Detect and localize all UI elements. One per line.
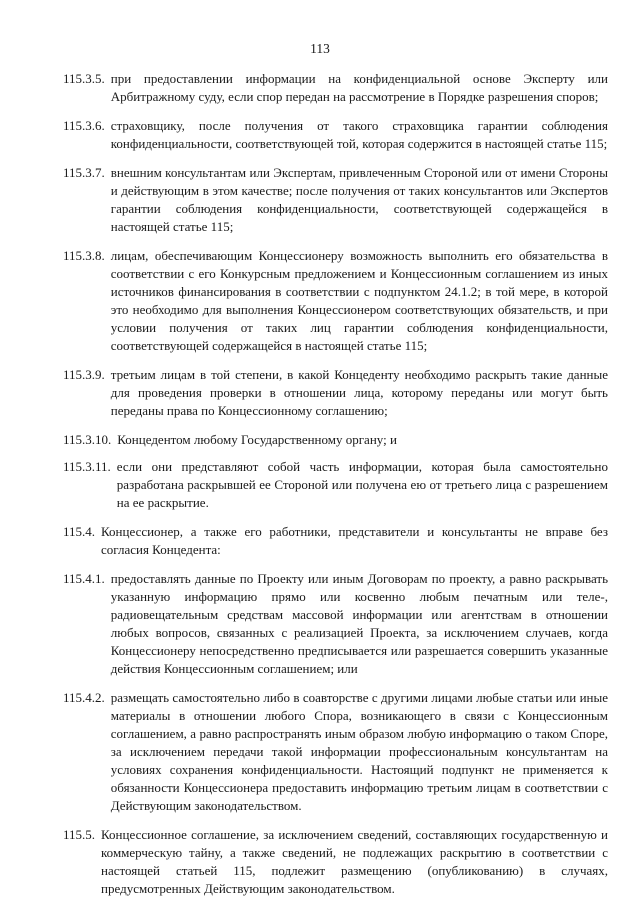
clause-number: 115.3.5. (63, 71, 105, 86)
clause-115-3-7 (63, 164, 608, 236)
clause-115-4 (63, 523, 608, 559)
clause-number: 115.3.6. (63, 118, 105, 133)
clause-number: 115.3.8. (63, 248, 105, 263)
clause-text: Концессионное соглашение, за исключением сведений, составляющих государственную и коммерческую тайну, а также сведений, не подлежащих раскрытию в соответствии с настоящей статьей 115, подлежит размещению (опубликованию) в случаях, предусмотренных Действующим законодательством. (101, 827, 608, 896)
clause-number: 115.3.10. (63, 432, 112, 447)
clause-115-3-6 (63, 117, 608, 153)
page-number: 113 (310, 41, 330, 56)
clause-115-3-9 (63, 366, 608, 420)
clause-number: 115.4. (63, 524, 96, 539)
clause-text: страховщику, после получения от такого страховщика гарантии соблюдения конфиденциальности, соответствующей той, которая содержится в настоящей статье 115; (110, 118, 608, 151)
clause-115-4-2 (63, 689, 608, 815)
clause-text: при предоставлении информации на конфиденциальной основе Эксперту или Арбитражному суду, если спор передан на рассмотрение в Порядке разрешения споров; (110, 71, 608, 104)
clause-115-3-10 (63, 431, 608, 449)
clause-text: Концессионер, а также его работники, представители и консультанты не вправе без согласия Концедента: (101, 524, 608, 557)
clause-115-3-5 (63, 70, 608, 106)
clause-list (63, 70, 608, 909)
clause-text: лицам, обеспечивающим Концессионеру возможность выполнить его обязательства в соответствии с его Конкурсным предложением и Концессионным соглашением из иных источников финансирования в соответствии с подпунктом 24.1.2; в той мере, в которой это необходимо для выполнения Концессионером соответствующих обязательств, и при условии получения от таких лиц гарантии соблюдения конфиденциальности, соответствующей содержащейся в настоящей статье 115; (110, 248, 608, 353)
clause-text: внешним консультантам или Экспертам, привлеченным Стороной или от имени Стороны и действующим в этом качестве; после получения от таких консультантов или Экспертов гарантии соблюдения конфиденциальности, соответствующей содержащейся в настоящей статье 115; (110, 165, 608, 234)
clause-number: 115.3.11. (63, 459, 111, 474)
clause-number: 115.4.2. (63, 690, 105, 705)
clause-number: 115.5. (63, 827, 96, 842)
clause-text: третьим лицам в той степени, в какой Концеденту необходимо раскрыть такие данные для проведения проверки в отношении лица, которому переданы или могут быть переданы права по Концессионному соглашению; (110, 367, 608, 418)
clause-text: размещать самостоятельно либо в соавторстве с другими лицами любые статьи или иные материалы в отношении любого Спора, возникающего в связи с Концессионным соглашением, а равно распространять иным образом любую информацию о таком Споре, за исключением передачи такой информации профессиональным консультантам на условиях сохранения конфиденциальности. Настоящий подпункт не применяется к обязанности Концессионера предоставить информацию третьим лицам в соответствии с Действующим законодательством. (110, 690, 608, 813)
clause-115-5 (63, 826, 608, 898)
clause-115-3-8 (63, 247, 608, 355)
clause-number: 115.3.7. (63, 165, 105, 180)
clause-number: 115.3.9. (63, 367, 105, 382)
clause-text: предоставлять данные по Проекту или иным Договорам по проекту, а равно раскрывать указанную информацию прямо или косвенно любым печатным или теле-, радиовещательным средствам массовой информации или агентствам в отношении любых вопросов, связанных с реализацией Проекта, за исключением случаев, когда Концессионеру непосредственно предписывается или разрешается совершить указанные действия Концессионным соглашением; или (110, 571, 608, 676)
clause-115-4-1 (63, 570, 608, 678)
clause-115-3-11 (63, 458, 608, 512)
clause-number: 115.4.1. (63, 571, 105, 586)
clause-text: Концедентом любому Государственному органу; и (117, 432, 397, 447)
clause-text: если они представляют собой часть информации, которая была самостоятельно разработана раскрывшей ее Стороной или получена ею от третьего лица с разрешением на ее раскрытие. (116, 459, 608, 510)
